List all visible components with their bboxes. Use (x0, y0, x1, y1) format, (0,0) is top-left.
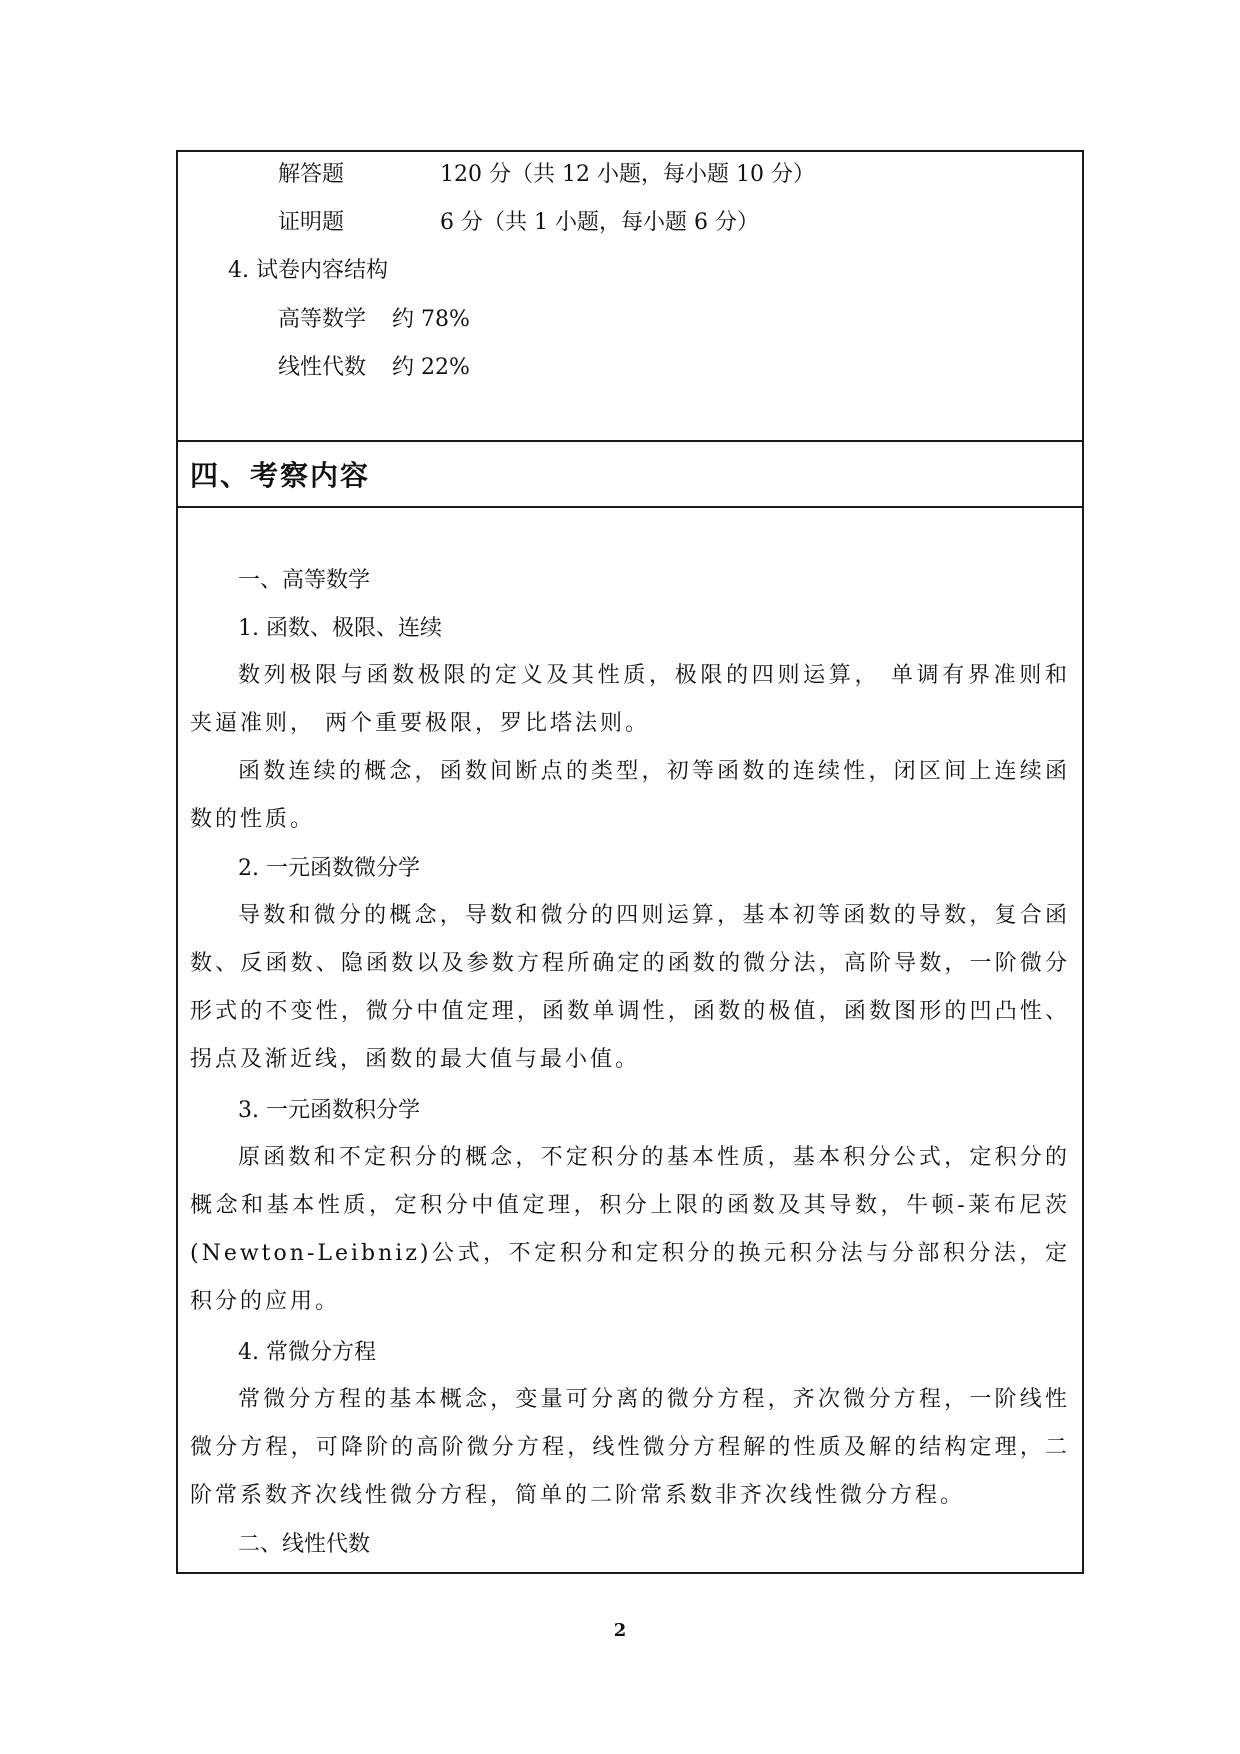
paragraph-ode: 常微分方程的基本概念，变量可分离的微分方程，齐次微分方程，一阶线性微分方程，可降阶的高阶微分方程，线性微分方程解的性质及解的结构定理，二阶常系数齐次线性微分方程，简单的二阶常系数非齐次线性微分方程。 (190, 1387, 1070, 1508)
structure-share-calculus: 约 78% (392, 307, 470, 332)
structure-subject-linear: 线性代数 (278, 355, 367, 380)
topic-4-title: 4. 常微分方程 (238, 1340, 376, 1365)
structure-share-linear: 约 22% (392, 355, 470, 380)
question-type-solve: 解答题 (278, 162, 345, 187)
question-score-solve: 120 分（共 12 小题，每小题 10 分） (440, 162, 815, 187)
page-number: 2 (613, 1620, 627, 1641)
part1-title: 一、高等数学 (238, 568, 371, 593)
question-type-proof: 证明题 (278, 210, 345, 235)
paragraph-integral: 原函数和不定积分的概念，不定积分的基本性质，基本积分公式，定积分的概念和基本性质，定积分中值定理，积分上限的函数及其导数，牛顿-莱布尼茨(Newton-Leibniz)公式，不定积分和定积分的换元积分法与分部积分法，定积分的应用。 (190, 1145, 1070, 1314)
topic-1-title: 1. 函数、极限、连续 (238, 616, 442, 641)
structure-subject-calculus: 高等数学 (278, 307, 367, 332)
question-score-proof: 6 分（共 1 小题，每小题 6 分） (440, 210, 759, 235)
part2-title: 二、线性代数 (238, 1532, 371, 1557)
topic-2-title: 2. 一元函数微分学 (238, 856, 420, 881)
structure-title: 4. 试卷内容结构 (228, 258, 388, 283)
paragraph-continuity: 函数连续的概念，函数间断点的类型，初等函数的连续性，闭区间上连续函数的性质。 (190, 759, 1070, 832)
paragraph-differential: 导数和微分的概念，导数和微分的四则运算，基本初等函数的导数，复合函数、反函数、隐函数以及参数方程所确定的函数的微分法，高阶导数，一阶微分形式的不变性，微分中值定理，函数单调性，函数的极值，函数图形的凹凸性、拐点及渐近线，函数的最大值与最小值。 (190, 903, 1070, 1072)
paragraph-limits: 数列极限与函数极限的定义及其性质，极限的四则运算， 单调有界准则和夹逼准则， 两个重要极限，罗比塔法则。 (190, 663, 1070, 736)
table-divider-top (176, 440, 1084, 442)
table-divider-heading (176, 506, 1084, 508)
section-heading: 四、考察内容 (190, 459, 371, 492)
topic-3-title: 3. 一元函数积分学 (238, 1098, 420, 1123)
